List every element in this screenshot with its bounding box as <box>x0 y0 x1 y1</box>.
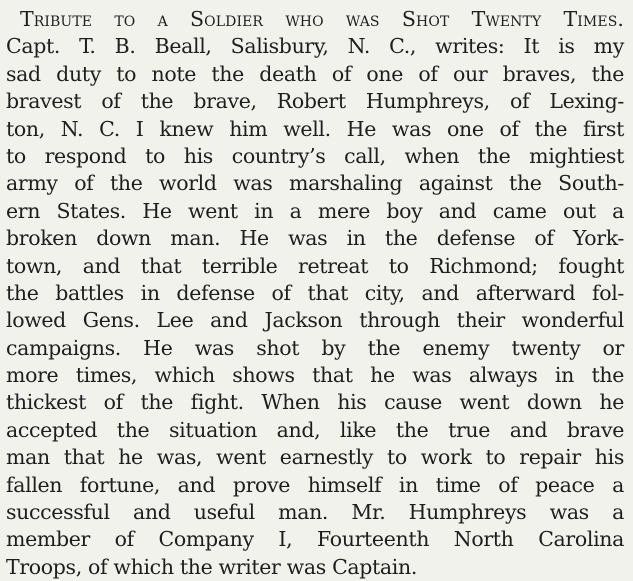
body-line: bravest of the brave, Robert Humphreys, of Lexing- <box>6 89 624 114</box>
body-line: more times, which shows that he was always in the <box>6 363 624 388</box>
body-line: ern States. He went in a mere boy and came out a <box>6 198 624 223</box>
body-line: ton, N. C. I knew him well. He was one of the first <box>6 116 624 141</box>
body-line: broken down man. He was in the defense of York- <box>6 226 624 251</box>
body-line: thickest of the fight. When his cause went down he <box>6 390 624 415</box>
body-line: man that he was, went earnestly to work to repair his <box>6 445 624 470</box>
body-line: fallen fortune, and prove himself in time of peace a <box>6 472 624 497</box>
body-line: campaigns. He was shot by the enemy twenty or <box>6 335 624 360</box>
body-line: army of the world was marshaling against the South- <box>6 171 624 196</box>
body-line: Capt. T. B. Beall, Salisbury, N. C., writes: It is my <box>6 34 624 59</box>
article-column <box>6 6 624 581</box>
body-line: successful and useful man. Mr. Humphreys was a <box>6 500 624 525</box>
article-heading: Tribute to a Soldier who was Shot Twenty Times. <box>20 7 624 31</box>
body-line: the battles in defense of that city, and afterward fol- <box>6 280 624 305</box>
body-line: lowed Gens. Lee and Jackson through their wonderful <box>6 308 624 333</box>
body-line-last: Troops, of which the writer was Captain. <box>6 554 418 579</box>
body-line: to respond to his country’s call, when the mightiest <box>6 143 624 168</box>
body-line: member of Company I, Fourteenth North Carolina <box>6 527 624 552</box>
body-line: town, and that terrible retreat to Richmond; fought <box>6 253 624 278</box>
body-line: sad duty to note the death of one of our braves, the <box>6 61 624 86</box>
body-line: accepted the situation and, like the true and brave <box>6 417 624 442</box>
